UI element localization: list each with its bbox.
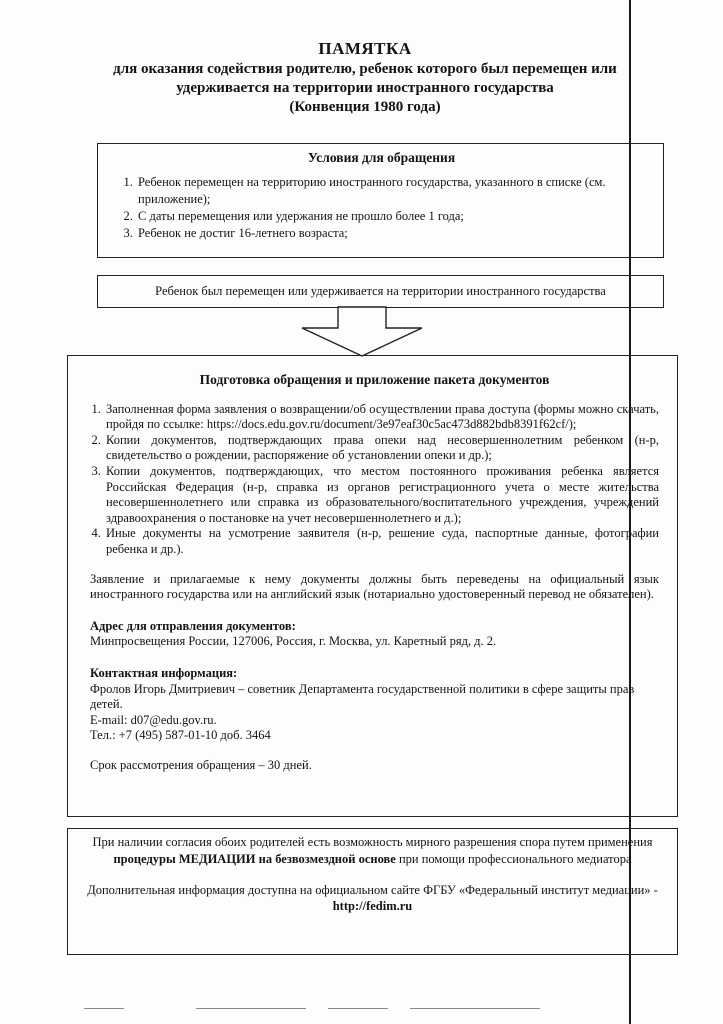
conditions-list bbox=[112, 174, 651, 242]
condition-item: 2. С даты перемещения или удержания не прошло более 1 года; bbox=[136, 208, 651, 225]
document-item: 2. Копии документов, подтверждающих права опеки над несовершеннолетним ребенком (н-р, свидетельство о рождении, распоряжение об установлении опеки и др.); bbox=[104, 433, 659, 464]
mailing-address: Минпросвещения России, 127006, Россия, г. Москва, ул. Каретный ряд, д. 2. bbox=[90, 634, 497, 649]
address-label: Адрес для отправления документов: bbox=[90, 618, 296, 633]
scan-footer-mark bbox=[196, 1008, 306, 1009]
mediation-info-text: Дополнительная информация доступна на официальном сайте ФГБУ «Федеральный институт медиации» - bbox=[87, 882, 658, 897]
mediation-text-end: при помощи профессионального медиатора bbox=[395, 851, 632, 866]
mediation-box bbox=[67, 828, 678, 955]
preparation-title: Подготовка обращения и приложение пакета документов bbox=[199, 372, 550, 387]
document-subtitle-line-1: для оказания содействия родителю, ребенок которого был перемещен или bbox=[113, 61, 617, 77]
contact-phone: Тел.: +7 (495) 587-01-10 доб. 3464 bbox=[90, 728, 271, 743]
document-item: 1. Заполненная форма заявления о возвращении/об осуществлении права доступа (формы можно скачать, пройдя по ссылке: https://docs.edu.gov.ru/document/3e97eaf30c5ac473d882bdb8391f62cf/); bbox=[104, 402, 659, 433]
conditions-title: Условия для обращения bbox=[307, 150, 456, 165]
condition-item: 3. Ребенок не достиг 16-летнего возраста; bbox=[136, 225, 651, 242]
document-title: ПАМЯТКА bbox=[318, 39, 412, 58]
child-moved-text: Ребенок был перемещен или удерживается на территории иностранного государства bbox=[155, 284, 606, 298]
mediation-info bbox=[80, 882, 665, 916]
flow-arrow-down-icon bbox=[300, 306, 424, 358]
fedim-link[interactable]: http://fedim.ru bbox=[332, 899, 413, 914]
contact-person: Фролов Игорь Дмитриевич – советник Департамента государственной политики в сфере защиты прав детей. bbox=[90, 681, 635, 712]
mediation-text bbox=[80, 834, 665, 868]
scan-footer-mark bbox=[84, 1008, 124, 1009]
condition-item: 1. Ребенок перемещен на территорию иностранного государства, указанного в списке (см. приложение); bbox=[136, 174, 651, 208]
scan-footer-mark bbox=[410, 1008, 540, 1009]
documents-preparation-box bbox=[67, 355, 678, 817]
document-item: 3. Копии документов, подтверждающих, что местом постоянного проживания ребенка является Российская Федерация (н-р, справка из органов регистрационного учета о месте жительства несовершеннолетнего или справка из образовательного/воспитательного учреждения, учреждений здравоохранения о постановке на учет несовершеннолетнего и д.); bbox=[104, 464, 659, 526]
scan-footer-mark bbox=[328, 1008, 388, 1009]
document-header bbox=[40, 38, 690, 117]
child-moved-box bbox=[97, 275, 664, 308]
document-subtitle-line-3: (Конвенция 1980 года) bbox=[289, 99, 441, 115]
translation-note: Заявление и прилагаемые к нему документы должны быть переведены на официальный язык иностранного государства или на английский язык (нотариально удостоверенный перевод не обязателен). bbox=[90, 571, 659, 602]
mediation-text-start: При наличии согласия обоих родителей есть возможность мирного разрешения спора путем применения bbox=[92, 835, 653, 849]
contact-email: E-mail: d07@edu.gov.ru. bbox=[90, 712, 217, 727]
contact-label: Контактная информация: bbox=[90, 665, 238, 680]
documents-list bbox=[90, 402, 659, 558]
review-term: Срок рассмотрения обращения – 30 дней. bbox=[90, 757, 312, 772]
conditions-box bbox=[97, 143, 664, 258]
document-subtitle-line-2: удерживается на территории иностранного государства bbox=[176, 80, 554, 96]
mediation-highlight: процедуры МЕДИАЦИИ на безвозмездной основе bbox=[113, 851, 396, 866]
document-item: 4. Иные документы на усмотрение заявителя (н-р, решение суда, паспортные данные, фотографии ребенка и др.). bbox=[104, 526, 659, 557]
